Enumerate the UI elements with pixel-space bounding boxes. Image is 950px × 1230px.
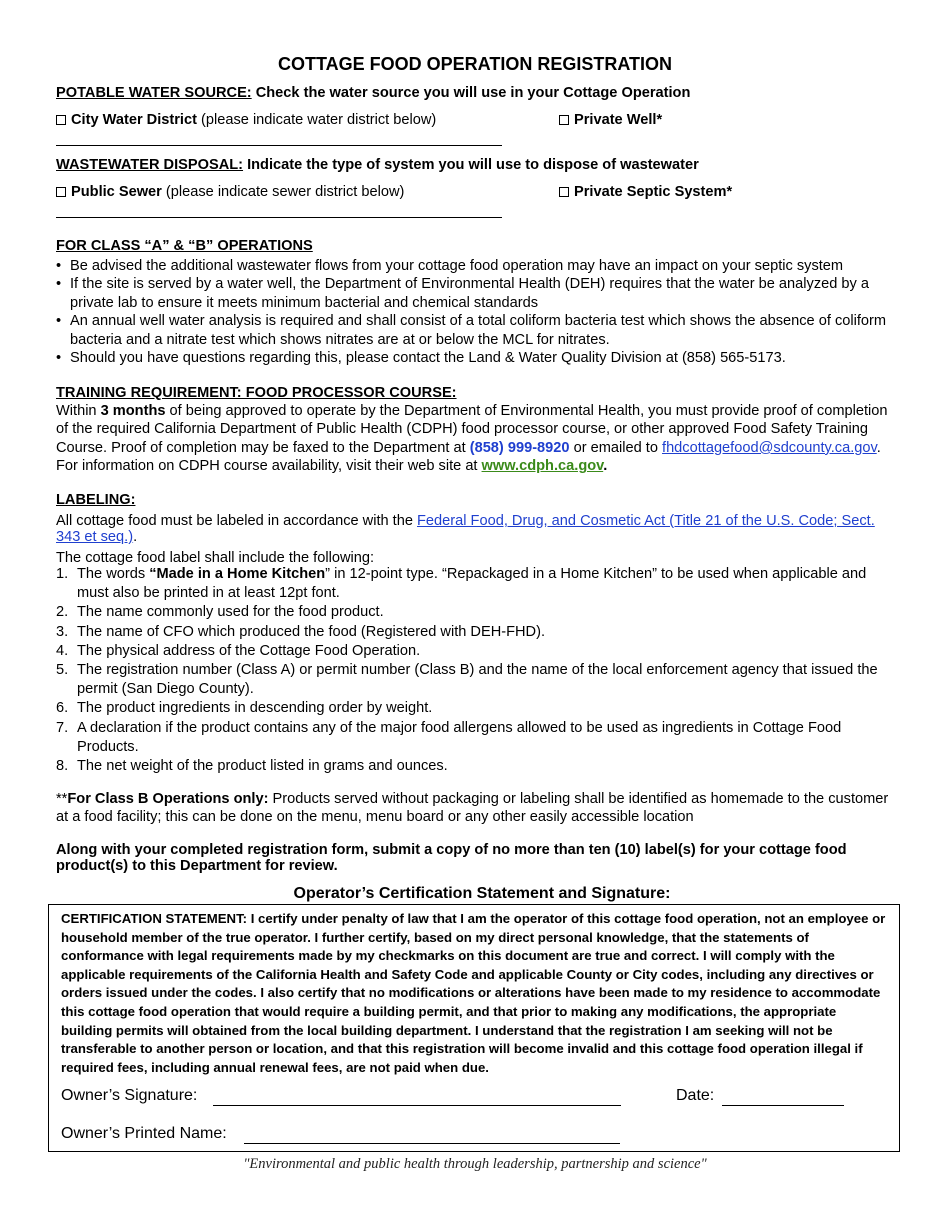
training-text: Within [56,403,101,419]
wastewater-heading: WASTEWATER DISPOSAL: [56,157,244,173]
class-ab-bullets [56,257,892,367]
private-septic-option[interactable] [559,183,732,201]
training-text: . For information on CDPH course availability, visit their web site at [56,439,881,475]
wastewater-heading-line [56,156,699,174]
training-text: . [603,458,608,475]
water-district-field[interactable] [56,145,502,146]
list-item: • An annual well water analysis is required and shall consist of a total coliform bacteria test which shows the absence of coliform bacteria and a nitrate test which shows nitrates are at or below the MCL for nitrates. [56,312,892,349]
training-deadline: 3 months [100,403,166,419]
training-paragraph [56,402,896,476]
fax-number: (858) 999-8920 [469,439,570,456]
private-well-checkbox[interactable] [559,115,569,125]
city-water-note: (please indicate water district below) [196,112,437,128]
public-sewer-option[interactable] [56,183,404,201]
training-text: or emailed to [569,439,663,456]
private-septic-label: Private Septic System* [574,184,733,200]
footer-motto: "Environmental and public health through leadership, partnership and science" [243,1156,707,1172]
labeling-paragraph [56,513,892,545]
list-item: 8. The net weight of the product listed in grams and ounces. [56,758,448,775]
certification-heading: Operator’s Certification Statement and Signature: [293,885,671,902]
printed-name-label: Owner’s Printed Name: [61,1125,227,1142]
private-well-option[interactable] [559,111,662,129]
page-title: COTTAGE FOOD OPERATION REGISTRATION [278,54,672,74]
labeling-heading: LABELING: [56,492,136,508]
list-item: 4. The physical address of the Cottage Food Operation. [56,642,421,659]
water-source-instruction: Check the water source you will use in your Cottage Operation [251,85,691,101]
list-item: 1. The words “Made in a Home Kitchen” in 12-point type. “Repackaged in a Home Kitchen” to be used when applicable and must also be printed in at least 12pt font. [56,566,867,602]
submit-note: Along with your completed registration form, submit a copy of no more than ten (10) label(s) for your cottage food product(s) to this Department for review. [56,842,847,874]
public-sewer-checkbox[interactable] [56,187,66,197]
printed-name-field[interactable] [244,1143,620,1144]
public-sewer-label: Public Sewer [71,184,162,200]
certification-box [48,904,900,1152]
sewer-district-field[interactable] [56,217,502,218]
labeling-text: All cottage food must be labeled in accordance with the [56,513,418,529]
city-water-label: City Water District [71,112,197,128]
list-item: 6. The product ingredients in descending order by weight. [56,700,433,717]
date-field[interactable] [722,1105,844,1106]
cdph-website-link[interactable]: www.cdph.ca.gov [481,458,604,475]
water-source-heading: POTABLE WATER SOURCE: [56,85,252,101]
signature-label: Owner’s Signature: [61,1087,198,1104]
list-item: 3. The name of CFO which produced the food (Registered with DEH-FHD). [56,623,545,640]
list-item: 2. The name commonly used for the food product. [56,604,384,621]
labeling-text: . [133,529,138,545]
list-item: • If the site is served by a water well, the Department of Environmental Health (DEH) requires that the water be analyzed by a private lab to ensure it meets minimum bacterial and chemical standards [56,275,892,312]
list-item: • Be advised the additional wastewater flows from your cottage food operation may have an impact on your septic system [56,257,892,275]
date-label: Date: [676,1087,715,1104]
signature-field[interactable] [213,1105,621,1106]
class-b-note: **For Class B Operations only: Products served without packaging or labeling shall be identified as homemade to the customer at a food facility; this can be done on the menu, menu board or any other easily accessible location [56,791,889,826]
class-ab-heading: FOR CLASS “A” & “B” OPERATIONS [56,238,313,254]
fdca-link[interactable]: Federal Food, Drug, and Cosmetic Act (Title 21 of the U.S. Code; Sect. 343 et seq.) [56,513,875,545]
training-text: of being approved to operate by the Department of Environmental Health, you must provide proof of completion of the required California Department of Public Health (CDPH) food processor course, or other approved Food Safety Training Course. Proof of completion may be faxed to the Department at [56,403,888,456]
labeling-list [56,565,896,776]
certification-statement: CERTIFICATION STATEMENT: I certify under penalty of law that I am the operator of this cottage food operation, not an employee or household member of the true operator. I further certify, based on my direct personal knowledge, that the statements of conformance with legal requirements made by my checkmarks on this document are true and correct. I will comply with the applicable requirements of the California Health and Safety Code and applicable County or City codes, including any directives or orders issued under the codes. I also certify that no modifications or alterations have been made to my residence to accommodate this cottage food operation that would require a building permit, and that prior to making any modifications, the appropriate building permits will obtained from the local building department. I understand that the registration I am seeking will not be transferable to another person or location, and that this registration will become invalid and this cottage food operation illegal if required fees, including annual renewal fees, are not paid when due. [61,911,886,1075]
labeling-intro: The cottage food label shall include the following: [56,550,375,566]
water-source-heading-line [56,84,690,102]
private-septic-checkbox[interactable] [559,187,569,197]
private-well-label: Private Well* [574,112,663,128]
city-water-checkbox[interactable] [56,115,66,125]
class-b-label: For Class B Operations only: [67,791,269,807]
wastewater-instruction: Indicate the type of system you will use to dispose of wastewater [243,157,699,173]
list-item: 5. The registration number (Class A) or permit number (Class B) and the name of the local enforcement agency that issued the permit (San Diego County). [56,662,878,698]
list-item: 7. A declaration if the product contains any of the major food allergens allowed to be used as ingredients in Cottage Food Products. [56,719,842,755]
public-sewer-note: (please indicate sewer district below) [161,184,405,200]
email-link[interactable]: fhdcottagefood@sdcounty.ca.gov [662,439,877,456]
city-water-option[interactable] [56,111,436,129]
list-item: • Should you have questions regarding this, please contact the Land & Water Quality Division at (858) 565-5173. [56,349,892,367]
training-heading: TRAINING REQUIREMENT: FOOD PROCESSOR COURSE: [56,385,457,401]
